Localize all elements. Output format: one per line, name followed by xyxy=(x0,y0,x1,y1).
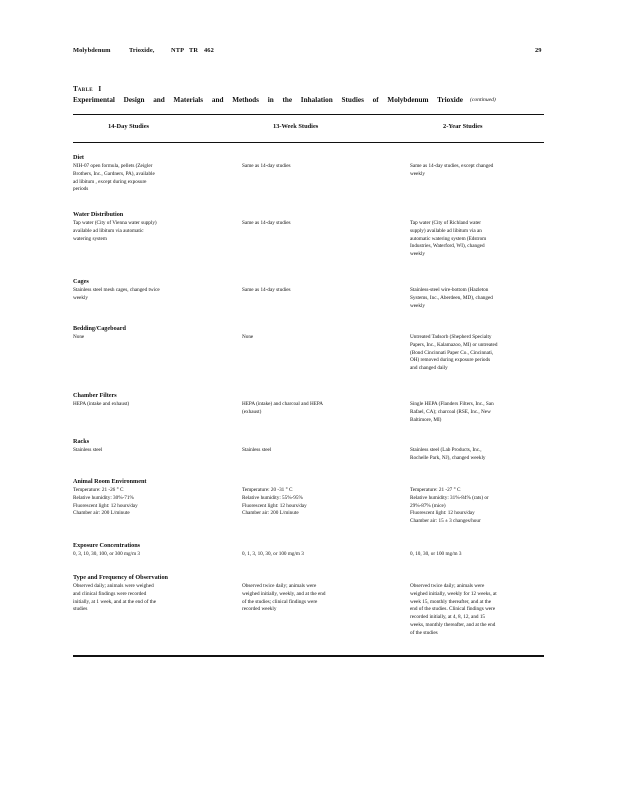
top-rule xyxy=(73,114,544,115)
cell-line: Brothers, Inc., Gardners, PA), available xyxy=(73,170,155,177)
cell-line: (exhaust) xyxy=(242,408,262,415)
cell-line: watering system xyxy=(73,235,107,242)
cell-line: Same as 14-day studies xyxy=(242,163,291,169)
table-number: I xyxy=(98,85,102,93)
cell-13-week xyxy=(242,447,372,455)
table-label xyxy=(73,85,101,93)
cell-line: (Bond Cincinnati Paper Co., Cincinnati, xyxy=(410,349,494,356)
cell-line: Observed twice daily; animals were xyxy=(410,583,485,589)
cell-line: NIH-07 open formula, pellets (Zeigler xyxy=(73,163,153,169)
cell-line: periods xyxy=(73,186,89,193)
section-label: Type and Frequency of Observation xyxy=(73,574,168,581)
cell-line: Single HEPA (Flanders Filters, Inc., San xyxy=(410,401,494,407)
table-title: Experimental Design and Materials and Methods in the Inhalation Studies of Molybdenum Trioxide xyxy=(73,96,463,104)
cell-line: studies xyxy=(73,606,88,613)
cell-line: Stainless-steel wire-bottom (Hazleton xyxy=(410,287,489,293)
cell-line: Chamber air: 15 ± 3 changes/hour xyxy=(410,518,481,525)
table-label-able: ABLE xyxy=(77,88,94,93)
section-label: Exposure Concentrations xyxy=(73,542,141,549)
column-header-2-year: 2-Year Studies xyxy=(443,123,483,130)
cell-13-week xyxy=(242,401,372,417)
cell-14-day xyxy=(73,220,203,243)
cell-line: Fluorescent light: 12 hours/day xyxy=(73,502,138,509)
cell-line: week 15, monthly thereafter, and at the xyxy=(410,598,492,605)
table-section-type-and-frequency-of-observation xyxy=(73,574,553,636)
cell-line: OH) removed during exposure periods xyxy=(410,357,491,364)
cell-line: Same as 14-day studies xyxy=(242,287,291,293)
cell-line: None xyxy=(73,334,85,340)
cell-line: Rochelle Park, NJ), changed weekly xyxy=(410,454,486,461)
cell-14-day xyxy=(73,163,203,194)
table-section-bedding-cageboard xyxy=(73,325,553,372)
cell-line: Relative humidity: 31%-84% (rats) or xyxy=(410,494,489,501)
cell-line: weekly xyxy=(410,251,425,258)
cell-line: Rafael, CA); charcoal (RSE, Inc., New xyxy=(410,408,491,415)
cell-line: 29%-87% (mice) xyxy=(410,502,446,509)
cell-14-day xyxy=(73,583,203,614)
cell-2-year xyxy=(410,287,544,310)
cell-line: None xyxy=(242,334,254,340)
cell-14-day xyxy=(73,334,203,342)
cell-13-week xyxy=(242,487,372,518)
cell-line: Observed daily; animals were weighed xyxy=(73,583,154,589)
cell-line: Stainless steel (Lab Products, Inc., xyxy=(410,447,482,453)
cell-line: Temperature: 21 -26 ° C xyxy=(73,487,124,493)
cell-line: Baltimore, MI) xyxy=(410,416,442,423)
column-header-rule xyxy=(73,142,544,143)
cell-13-week xyxy=(242,551,372,559)
running-header-chemical: Molybdenum xyxy=(73,47,111,54)
section-label: Bedding/Cageboard xyxy=(73,325,126,332)
bottom-rule xyxy=(73,655,544,657)
table-section-chamber-filters xyxy=(73,392,553,423)
cell-line: weekly xyxy=(73,294,88,301)
cell-line: initially, at 1 week, and at the end of the xyxy=(73,598,157,605)
section-label: Water Distribution xyxy=(73,211,124,218)
cell-line: Untreated Tadsorb (Shepherd Specialty xyxy=(410,334,492,340)
cell-line: and clinical findings were recorded xyxy=(73,590,147,597)
section-label: Animal Room Environment xyxy=(73,478,147,485)
cell-line: of the studies; clinical findings were xyxy=(242,598,318,605)
table-section-cages xyxy=(73,278,553,309)
cell-line: Industries, Waterford, WI), changed xyxy=(410,243,485,250)
section-label: Diet xyxy=(73,154,84,161)
cell-line: Chamber air: 200 L/minute xyxy=(242,510,299,517)
cell-2-year xyxy=(410,487,544,526)
cell-13-week xyxy=(242,583,372,614)
cell-line: automatic watering system (Edstrom xyxy=(410,235,487,242)
cell-line: available ad libitum via automatic xyxy=(73,227,144,234)
cell-line: Tap water (City of Richland water xyxy=(410,220,481,226)
table-section-animal-room-environment xyxy=(73,478,553,525)
table-section-diet xyxy=(73,154,553,193)
cell-line: Relative humidity: 55%-95% xyxy=(242,494,303,501)
table-label-t: T xyxy=(73,85,78,93)
cell-line: HEPA (intake) and charcoal and HEPA xyxy=(242,401,324,407)
cell-2-year xyxy=(410,334,544,373)
table-section-water-distribution xyxy=(73,211,553,258)
cell-line: Systems, Inc., Aberdeen, MD), changed xyxy=(410,294,493,301)
running-header-tr: TR xyxy=(189,47,199,54)
cell-2-year xyxy=(410,447,544,463)
cell-line: weekly xyxy=(410,170,425,177)
cell-line: Stainless steel xyxy=(242,447,272,453)
cell-13-week xyxy=(242,220,372,228)
cell-line: Observed twice daily; animals were xyxy=(242,583,317,589)
cell-line: weighed initially, weekly for 12 weeks, at xyxy=(410,590,497,597)
cell-line: Same as 14-day studies xyxy=(242,220,291,226)
cell-line: Stainless steel mesh cages, changed twice xyxy=(73,287,160,293)
table-section-racks xyxy=(73,438,553,461)
cell-line: weekly xyxy=(410,302,425,309)
cell-line: Same as 14-day studies, except changed xyxy=(410,163,494,169)
cell-line: recorded weekly xyxy=(242,606,277,613)
section-label: Chamber Filters xyxy=(73,392,117,399)
cell-13-week xyxy=(242,287,372,295)
running-header-number: 462 xyxy=(204,47,214,54)
cell-line: Stainless steel xyxy=(73,447,103,453)
cell-line: 0, 3, 10, 30, 100, or 300 mg/m 3 xyxy=(73,551,141,557)
cell-line: 0, 1, 3, 10, 30, or 100 mg/m 3 xyxy=(242,551,304,557)
cell-line: Temperature: 21 -27 ° C xyxy=(410,487,461,493)
cell-13-week xyxy=(242,334,372,342)
cell-2-year xyxy=(410,583,544,638)
cell-14-day xyxy=(73,447,203,455)
section-label: Racks xyxy=(73,438,90,445)
cell-line: Relative humidity: 30%-71% xyxy=(73,494,134,501)
cell-line: Fluorescent light: 12 hours/day xyxy=(242,502,307,509)
cell-line: Temperature: 20 -31 ° C xyxy=(242,487,293,493)
running-header-word2: Trioxide, xyxy=(129,47,155,54)
cell-line: and changed daily xyxy=(410,365,448,372)
cell-14-day xyxy=(73,287,203,303)
cell-line: Chamber air: 200 L/minute xyxy=(73,510,130,517)
cell-2-year xyxy=(410,551,544,559)
cell-line: ad libitum , except during exposure xyxy=(73,178,147,185)
cell-2-year xyxy=(410,401,544,424)
cell-line: 0, 10, 30, or 100 mg/m 3 xyxy=(410,551,462,557)
section-label: Cages xyxy=(73,278,89,285)
cell-line: of the studies xyxy=(410,629,438,636)
column-header-14-day: 14-Day Studies xyxy=(108,123,150,130)
cell-line: supply) available ad libitum via an xyxy=(410,227,482,234)
cell-line: Fluorescent light: 12 hours/day xyxy=(410,510,475,517)
cell-line: end of the studies. Clinical findings were xyxy=(410,606,496,613)
cell-line: Papers, Inc., Kalamazoo, MI) or untreated xyxy=(410,341,498,348)
cell-14-day xyxy=(73,551,203,559)
cell-line: recorded initially, at 4, 8, 12, and 15 xyxy=(410,614,486,621)
cell-line: Tap water (City of Vienna water supply) xyxy=(73,220,157,226)
cell-14-day xyxy=(73,487,203,518)
table-section-exposure-concentrations xyxy=(73,542,553,557)
cell-2-year xyxy=(410,220,544,259)
table-continued: (continued) xyxy=(470,97,496,103)
cell-line: weighed initially, weekly, and at the end xyxy=(242,590,326,597)
cell-13-week xyxy=(242,163,372,171)
page-number: 29 xyxy=(535,47,542,54)
cell-line: HEPA (intake and exhaust) xyxy=(73,401,130,407)
running-header-ntp: NTP xyxy=(171,47,185,54)
cell-line: weeks, monthly thereafter, and at the end xyxy=(410,621,496,628)
cell-14-day xyxy=(73,401,203,409)
column-header-13-week: 13-Week Studies xyxy=(273,123,319,130)
cell-2-year xyxy=(410,163,544,179)
